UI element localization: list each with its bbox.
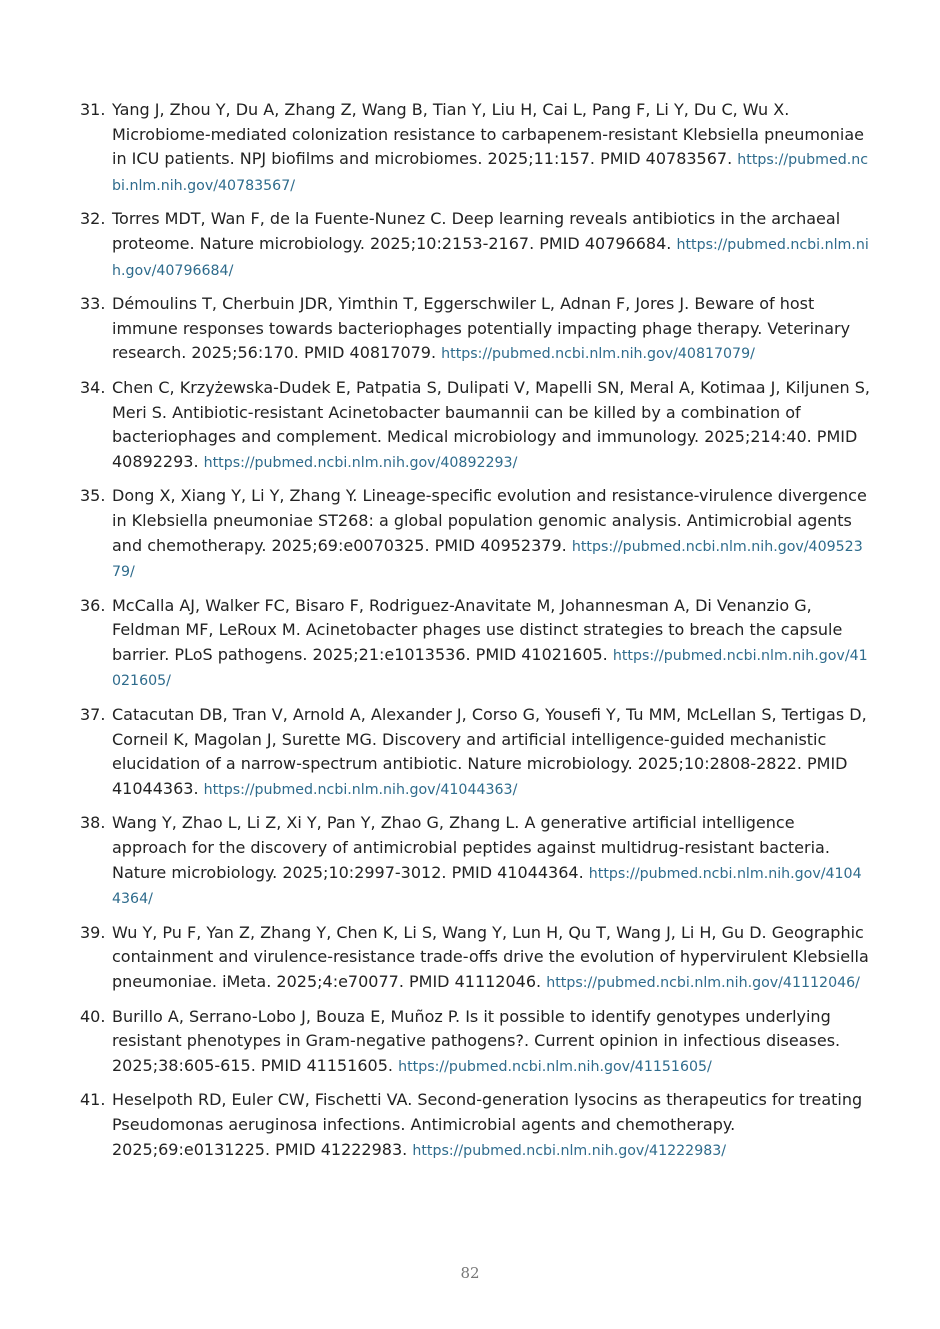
reference-item [80,292,870,367]
reference-list [80,98,870,1172]
pubmed-link[interactable]: https://pubmed.ncbi.nlm.nih.gov/40817079/ [441,346,755,363]
reference-number: 40. [80,1006,106,1026]
reference-text: Chen C, Krzyżewska-Dudek E, Patpatia S, Dulipati V, Mapelli SN, Meral A, Kotimaa J, Kiljunen S, Meri S. Antibiotic-resistant Acinetobacter baumannii can be killed by a combination of bacteriophages and complement. Medical microbiology and immunology. 2025;214:40. PMID 40892293. [112,377,870,471]
reference-number: 34. [80,377,106,397]
reference-text: Torres MDT, Wan F, de la Fuente-Nunez C. Deep learning reveals antibiotics in the archaeal proteome. Nature microbiology. 2025;10:2153-2167. PMID 40796684. [112,209,841,253]
pubmed-link[interactable]: https://pubmed.ncbi.nlm.nih.gov/41112046/ [546,975,860,991]
reference-text: Burillo A, Serrano-Lobo J, Bouza E, Muñoz P. Is it possible to identify genotypes underlying resistant phenotypes in Gram-negative pathogens?. Current opinion in infectious diseases. 2025;38:605-615. PMID 41151605. [112,1006,841,1075]
reference-number: 31. [80,100,106,119]
reference-item [80,98,870,198]
reference-item [80,1088,870,1163]
reference-number: 33. [80,294,106,314]
pubmed-link[interactable]: https://pubmed.ncbi.nlm.nih.gov/40783567/ [112,152,868,194]
pubmed-link[interactable]: https://pubmed.ncbi.nlm.nih.gov/41151605/ [398,1058,712,1075]
pubmed-link[interactable]: https://pubmed.ncbi.nlm.nih.gov/41044363/ [203,781,518,798]
reference-item [80,703,870,802]
reference-item [80,207,870,283]
pubmed-link[interactable]: https://pubmed.ncbi.nlm.nih.gov/40796684/ [112,236,869,279]
reference-number: 38. [80,813,106,833]
reference-text: Catacutan DB, Tran V, Arnold A, Alexander J, Corso G, Yousefi Y, Tu MM, McLellan S, Tertigas D, Corneil K, Magolan J, Surette MG. Discovery and artificial intelligence-guided mechanistic elucidation of a narrow-spectrum antibiotic. Nature microbiology. 2025;10:2808-2822. PMID 41044363. [112,705,867,798]
reference-item [80,594,870,694]
pubmed-link[interactable]: https://pubmed.ncbi.nlm.nih.gov/41044364/ [112,865,862,908]
pubmed-link[interactable]: https://pubmed.ncbi.nlm.nih.gov/40952379/ [112,538,863,581]
reference-text: Wu Y, Pu F, Yan Z, Zhang Y, Chen K, Li S, Wang Y, Lun H, Qu T, Wang J, Li H, Gu D. Geographic containment and virulence-resistance trade-offs drive the evolution of hypervirulent Klebsiella pneumoniae. iMeta. 2025;4:e70077. PMID 41112046. [112,922,869,991]
reference-text: McCalla AJ, Walker FC, Bisaro F, Rodriguez-Anavitate M, Johannesman A, Di Venanzio G, Feldman MF, LeRoux M. Acinetobacter phages use distinct strategies to breach the capsule barrier. PLoS pathogens. 2025;21:e1013536. PMID 41021605. [112,595,843,664]
reference-number: 35. [80,486,106,506]
reference-item [80,376,870,475]
pubmed-link[interactable]: https://pubmed.ncbi.nlm.nih.gov/41021605/ [112,647,868,690]
reference-item [80,921,870,996]
reference-number: 37. [80,705,106,725]
pubmed-link[interactable]: https://pubmed.ncbi.nlm.nih.gov/41222983/ [412,1142,727,1159]
reference-text: Démoulins T, Cherbuin JDR, Yimthin T, Eggerschwiler L, Adnan F, Jores J. Beware of host immune responses towards bacteriophages potentially impacting phage therapy. Veterinary research. 2025;56:170. PMID 40817079. [112,294,851,363]
reference-text: Dong X, Xiang Y, Li Y, Zhang Y. Lineage-specific evolution and resistance-virulence divergence in Klebsiella pneumoniae ST268: a global population genomic analysis. Antimicrobial agents and chemotherapy. 2025;69:e0070325. PMID 40952379. [112,486,867,555]
pubmed-link[interactable]: https://pubmed.ncbi.nlm.nih.gov/40892293/ [203,454,518,471]
reference-number: 32. [80,209,106,229]
reference-number: 36. [80,595,106,615]
reference-text: Heselpoth RD, Euler CW, Fischetti VA. Second-generation lysocins as therapeutics for treating Pseudomonas aeruginosa infections. Antimicrobial agents and chemotherapy. 2025;69:e0131225. PMID 41222983. [112,1090,863,1159]
reference-item [80,484,870,584]
page-number: 82 [460,1264,480,1282]
reference-text: Wang Y, Zhao L, Li Z, Xi Y, Pan Y, Zhao G, Zhang L. A generative artificial intelligence approach for the discovery of antimicrobial peptides against multidrug-resistant bacteria. Nature microbiology. 2025;10:2997-3012. PMID 41044364. [112,813,830,882]
reference-number: 39. [80,922,106,942]
reference-number: 41. [80,1090,106,1110]
reference-item [80,1005,870,1080]
reference-item [80,811,870,911]
reference-text: Yang J, Zhou Y, Du A, Zhang Z, Wang B, Tian Y, Liu H, Cai L, Pang F, Li Y, Du C, Wu X. Microbiome-mediated colonization resistance to carbapenem-resistant Klebsiella pneumoniae in ICU patients. NPJ biofilms and microbiomes. 2025;11:157. PMID 40783567. [112,100,864,169]
